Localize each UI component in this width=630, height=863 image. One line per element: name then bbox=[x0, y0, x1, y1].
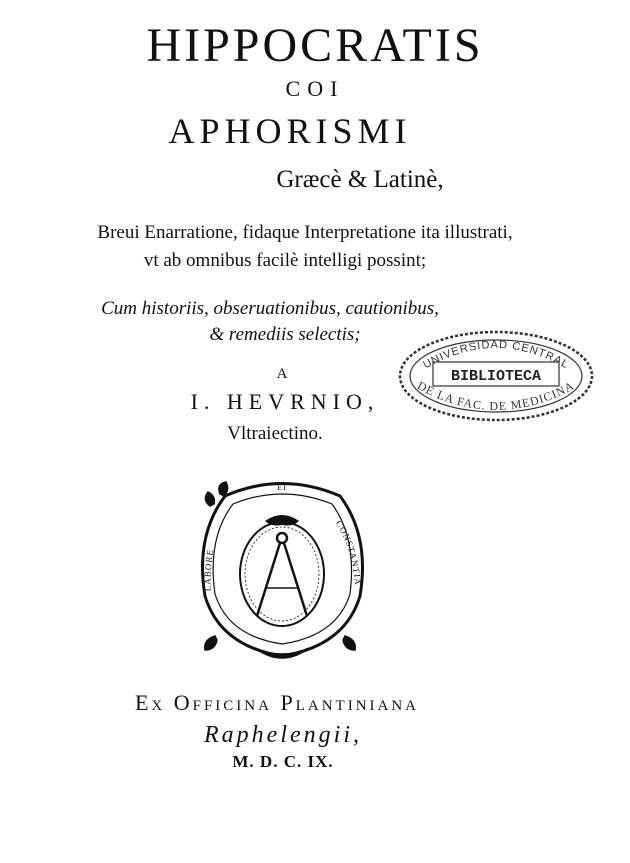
author-origin: Vltraiectino. bbox=[227, 423, 323, 444]
subtitle: Græcè & Latinè, bbox=[276, 166, 444, 193]
title-line-2: COI bbox=[285, 76, 345, 101]
device-motto-left: LABORE bbox=[202, 548, 216, 592]
publication-date: M. D. C. IX. bbox=[232, 752, 334, 771]
stamp-center-text: BIBLIOTECA bbox=[450, 368, 542, 385]
author-name: I. HEVRNIO, bbox=[190, 389, 380, 414]
imprint-line-2: Raphelengii, bbox=[204, 722, 362, 748]
addendum-line-2: & remediis selectis; bbox=[209, 324, 361, 345]
library-stamp bbox=[395, 324, 597, 424]
description-line-2: vt ab omnibus facilè intelligi possint; bbox=[143, 250, 427, 271]
stamp-bottom-text: DE LA FAC. DE MEDICINA bbox=[415, 378, 577, 414]
addendum-line-1: Cum historiis, obseruationibus, cautionibus, bbox=[101, 298, 439, 319]
printers-device bbox=[195, 476, 370, 661]
svg-text:UNIVERSIDAD CENTRAL bbox=[421, 339, 571, 371]
by-label: A bbox=[276, 366, 288, 382]
description-line-1: Breui Enarratione, fidaque Interpretatione ita illustrati, bbox=[97, 222, 513, 243]
stamp-ring-text: UNIVERSIDAD CENTRAL bbox=[421, 338, 571, 372]
svg-text:CONSTANTIA bbox=[334, 519, 363, 586]
title-line-3: APHORISMI bbox=[168, 111, 412, 151]
device-motto-top: ET bbox=[277, 483, 287, 492]
title-line-1: HIPPOCRATIS bbox=[146, 19, 484, 72]
device-motto-right: CONSTANTIA bbox=[333, 518, 364, 587]
imprint-line-1: Ex Officina Plantiniana bbox=[134, 690, 420, 715]
